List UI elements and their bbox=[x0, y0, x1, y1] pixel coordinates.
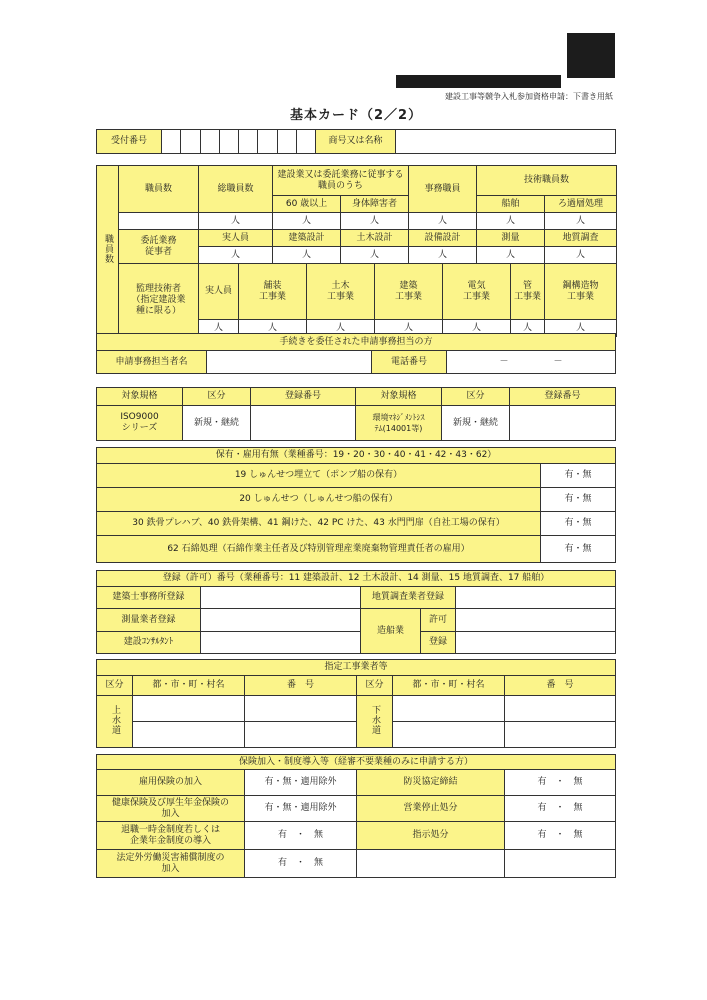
ownership-row-label: 20 しゅんせつ（しゅんせつ船の保有） bbox=[97, 488, 541, 512]
insurance-label: 健康保険及び厚生年金保険の 加入 bbox=[97, 796, 245, 822]
iso-header: 対象規格 bbox=[97, 388, 183, 406]
insurance-value[interactable]: 有 ・ 無 bbox=[245, 822, 357, 850]
agent-name-field[interactable] bbox=[207, 351, 372, 374]
iso9000-number-field[interactable] bbox=[251, 406, 356, 441]
agent-section-title: 手続きを委任された申請事務担当の方 bbox=[97, 334, 616, 351]
ownership-row-label: 19 しゅんせつ埋立て（ポンプ船の保有） bbox=[97, 464, 541, 488]
itaku-col: 実人員 bbox=[199, 230, 273, 247]
insurance-value[interactable]: 有 ・ 無 bbox=[505, 796, 616, 822]
receipt-number-box[interactable] bbox=[277, 130, 296, 154]
insurance-label: 雇用保険の加入 bbox=[97, 770, 245, 796]
total-staff-label: 総職員数 bbox=[199, 166, 273, 213]
receipt-number-box[interactable] bbox=[219, 130, 238, 154]
insurance-table bbox=[96, 754, 616, 878]
form-note: 建設工事等競争入札参加資格申請：下書き用紙 bbox=[445, 92, 613, 101]
itaku-col: 地質調査 bbox=[545, 230, 617, 247]
ownership-row-value[interactable]: 有・無 bbox=[541, 488, 616, 512]
kanri-field[interactable]: 人 bbox=[545, 320, 617, 337]
outsourced-staff-label: 委託業務 従事者 bbox=[119, 230, 199, 264]
filtration-field[interactable]: 人 bbox=[545, 213, 617, 230]
receipt-number-box[interactable] bbox=[258, 130, 277, 154]
itaku-col: 土木設計 bbox=[341, 230, 409, 247]
insurance-title: 保険加入・制度導入等（経審不要業種のみに申請する方） bbox=[97, 755, 616, 770]
insurance-label: 退職一時金制度若しくは 企業年金制度の導入 bbox=[97, 822, 245, 850]
water-supply-city-field[interactable] bbox=[133, 722, 245, 748]
registration-table bbox=[96, 570, 616, 654]
survey-label: 測量業者登録 bbox=[97, 609, 201, 631]
phone-field[interactable]: － － bbox=[447, 351, 616, 374]
survey-field[interactable] bbox=[201, 609, 361, 631]
construction-staff-label: 建設業又は委託業務に従事する職員のうち bbox=[273, 166, 409, 196]
over-60-field[interactable]: 人 bbox=[273, 213, 341, 230]
agent-name-label: 申請事務担当者名 bbox=[97, 351, 207, 374]
itaku-field[interactable]: 人 bbox=[477, 247, 545, 264]
kanri-col: 土木 工事業 bbox=[307, 264, 375, 320]
geological-field[interactable] bbox=[456, 587, 616, 609]
iso-header: 登録番号 bbox=[510, 388, 616, 406]
kanri-col: 建築 工事業 bbox=[375, 264, 443, 320]
itaku-field[interactable]: 人 bbox=[199, 247, 273, 264]
disabled-field[interactable]: 人 bbox=[341, 213, 409, 230]
ownership-row-label: 62 石綿処理（石綿作業主任者及び特別管理産業廃棄物管理責任者の雇用） bbox=[97, 536, 541, 563]
disabled-label: 身体障害者 bbox=[341, 196, 409, 213]
water-supply-number-field[interactable] bbox=[245, 696, 357, 722]
kanri-field[interactable]: 人 bbox=[511, 320, 545, 337]
itaku-field[interactable]: 人 bbox=[409, 247, 477, 264]
designated-header: 区分 bbox=[97, 676, 133, 696]
insurance-value[interactable]: 有 ・ 無 bbox=[505, 770, 616, 796]
kanri-col: 管 工事業 bbox=[511, 264, 545, 320]
insurance-value[interactable]: 有 ・ 無 bbox=[505, 822, 616, 850]
kanri-col: 鋼構造物 工事業 bbox=[545, 264, 617, 320]
iso-header: 登録番号 bbox=[251, 388, 356, 406]
designated-header: 都・市・町・村名 bbox=[393, 676, 505, 696]
permit-field[interactable] bbox=[456, 609, 616, 631]
kanri-col: 舗装 工事業 bbox=[239, 264, 307, 320]
architect-office-field[interactable] bbox=[201, 587, 361, 609]
staff-count-label: 職員数 bbox=[119, 166, 199, 213]
receipt-table bbox=[96, 129, 616, 154]
iso14001-label: 環境ﾏﾈｼﾞﾒﾝﾄｼｽ ﾃﾑ(14001等) bbox=[356, 406, 442, 441]
architect-office-label: 建築士事務所登録 bbox=[97, 587, 201, 609]
ownership-row-label: 30 鉄骨プレハブ、40 鉄骨架構、41 鋼けた、42 PC けた、43 水門門扉（自社工場の保有） bbox=[97, 512, 541, 536]
sewer-number-field[interactable] bbox=[505, 696, 616, 722]
ship-field[interactable]: 人 bbox=[477, 213, 545, 230]
permit-label: 許可 bbox=[421, 609, 456, 631]
iso9000-label: ISO9000 シリーズ bbox=[97, 406, 183, 441]
water-supply-city-field[interactable] bbox=[133, 696, 245, 722]
kanri-col: 電気 工事業 bbox=[443, 264, 511, 320]
insurance-value[interactable]: 有 ・ 無 bbox=[245, 850, 357, 878]
page-title: 基本カード（2／2） bbox=[290, 108, 423, 123]
receipt-number-box[interactable] bbox=[162, 130, 181, 154]
iso-header: 区分 bbox=[183, 388, 251, 406]
ownership-table bbox=[96, 447, 616, 563]
clerical-staff-label: 事務職員 bbox=[409, 166, 477, 213]
itaku-field[interactable]: 人 bbox=[545, 247, 617, 264]
kanri-field[interactable]: 人 bbox=[443, 320, 511, 337]
insurance-empty bbox=[357, 850, 505, 878]
consultant-label: 建設ｺﾝｻﾙﾀﾝﾄ bbox=[97, 631, 201, 653]
company-name-label: 商号又は名称 bbox=[316, 130, 396, 154]
designated-header: 番 号 bbox=[245, 676, 357, 696]
total-staff-field[interactable]: 人 bbox=[199, 213, 273, 230]
filtration-label: ろ過層処理 bbox=[545, 196, 617, 213]
water-supply-label: 上水道 bbox=[97, 696, 133, 748]
shipbuilding-label: 造船業 bbox=[361, 609, 421, 654]
supervising-engineer-label: 監理技術者 （指定建設業 種に限る） bbox=[119, 264, 199, 337]
kanri-col: 実人員 bbox=[199, 264, 239, 320]
kanri-field[interactable]: 人 bbox=[239, 320, 307, 337]
sewer-city-field[interactable] bbox=[393, 696, 505, 722]
water-supply-number-field[interactable] bbox=[245, 722, 357, 748]
geological-label: 地質調査業者登録 bbox=[361, 587, 456, 609]
insurance-label: 営業停止処分 bbox=[357, 796, 505, 822]
itaku-col: 建築設計 bbox=[273, 230, 341, 247]
iso-header: 対象規格 bbox=[356, 388, 442, 406]
receipt-number-box[interactable] bbox=[181, 130, 200, 154]
iso-table bbox=[96, 387, 616, 441]
designated-header: 区分 bbox=[357, 676, 393, 696]
consultant-field[interactable] bbox=[201, 631, 361, 653]
kanri-field[interactable]: 人 bbox=[375, 320, 443, 337]
agent-table bbox=[96, 333, 616, 374]
staff-table bbox=[96, 165, 617, 338]
technical-staff-label: 技術職員数 bbox=[477, 166, 617, 196]
company-name-field[interactable] bbox=[396, 130, 616, 154]
clerical-field[interactable]: 人 bbox=[409, 213, 477, 230]
ownership-row-value[interactable]: 有・無 bbox=[541, 512, 616, 536]
designated-title: 指定工事業者等 bbox=[97, 660, 616, 676]
designated-header: 番 号 bbox=[505, 676, 616, 696]
itaku-field[interactable]: 人 bbox=[273, 247, 341, 264]
receipt-number-label: 受付番号 bbox=[97, 130, 162, 154]
receipt-number-box[interactable] bbox=[239, 130, 258, 154]
register-label: 登録 bbox=[421, 631, 456, 653]
receipt-number-box[interactable] bbox=[296, 130, 315, 154]
redacted-block-top bbox=[567, 33, 615, 78]
insurance-label: 法定外労働災害補償制度の 加入 bbox=[97, 850, 245, 878]
insurance-value[interactable]: 有・無・適用除外 bbox=[245, 796, 357, 822]
itaku-col: 設備設計 bbox=[409, 230, 477, 247]
ownership-row-value[interactable]: 有・無 bbox=[541, 464, 616, 488]
iso-header: 区分 bbox=[442, 388, 510, 406]
insurance-value[interactable]: 有・無・適用除外 bbox=[245, 770, 357, 796]
insurance-label: 防災協定締結 bbox=[357, 770, 505, 796]
registration-title: 登録（許可）番号（業種番号：11 建築設計、12 土木設計、14 測量、15 地質調査、17 船舶） bbox=[97, 571, 616, 587]
phone-label: 電話番号 bbox=[372, 351, 447, 374]
itaku-col: 測量 bbox=[477, 230, 545, 247]
staff-side-label: 職員数 bbox=[97, 166, 119, 338]
ship-label: 船舶 bbox=[477, 196, 545, 213]
designated-header: 都・市・町・村名 bbox=[133, 676, 245, 696]
sewer-number-field[interactable] bbox=[505, 722, 616, 748]
kanri-field[interactable]: 人 bbox=[307, 320, 375, 337]
iso14001-category[interactable]: 新規・継続 bbox=[442, 406, 510, 441]
receipt-number-box[interactable] bbox=[200, 130, 219, 154]
iso9000-category[interactable]: 新規・継続 bbox=[183, 406, 251, 441]
ownership-title: 保有・雇用有無（業種番号：19・20・30・40・41・42・43・62） bbox=[97, 448, 616, 464]
iso14001-number-field[interactable] bbox=[510, 406, 616, 441]
itaku-field[interactable]: 人 bbox=[341, 247, 409, 264]
sewer-label: 下水道 bbox=[357, 696, 393, 748]
designated-contractor-table bbox=[96, 659, 616, 748]
kanri-field[interactable]: 人 bbox=[199, 320, 239, 337]
over-60-label: 60 歳以上 bbox=[273, 196, 341, 213]
insurance-empty bbox=[505, 850, 616, 878]
register-field[interactable] bbox=[456, 631, 616, 653]
sewer-city-field[interactable] bbox=[393, 722, 505, 748]
redacted-block-line bbox=[396, 75, 561, 88]
insurance-label: 指示処分 bbox=[357, 822, 505, 850]
ownership-row-value[interactable]: 有・無 bbox=[541, 536, 616, 563]
